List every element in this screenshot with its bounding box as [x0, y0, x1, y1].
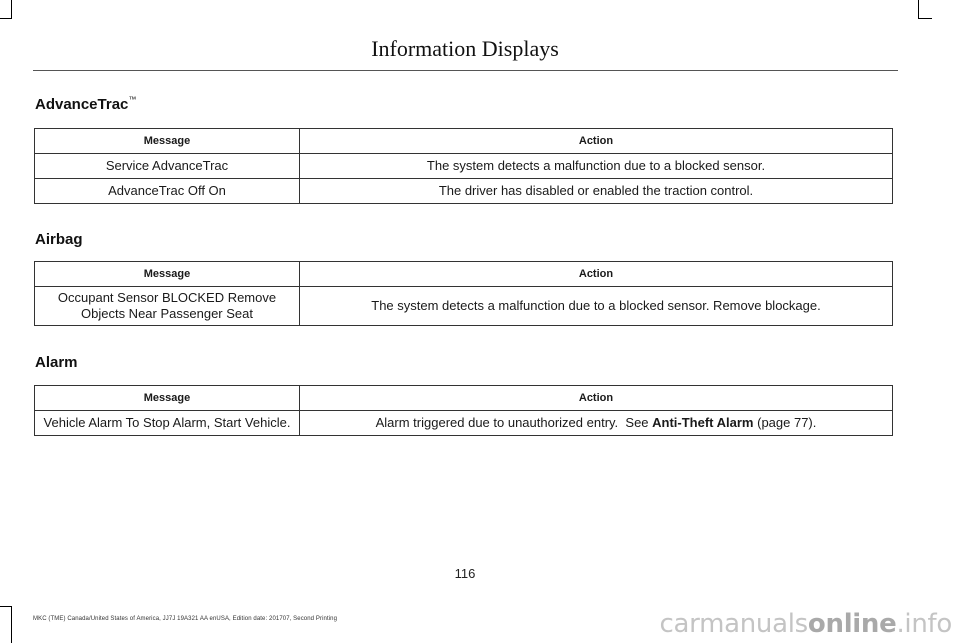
- trademark-symbol: ™: [128, 95, 137, 104]
- column-header-action: Action: [300, 129, 893, 154]
- crop-mark-top-left-v: [11, 0, 12, 18]
- column-header-message: Message: [35, 386, 300, 411]
- table-header-row: [35, 129, 893, 154]
- table-header-row: [35, 386, 893, 411]
- table-row: [35, 179, 893, 204]
- message-cell: Occupant Sensor BLOCKED Remove Objects Near Passenger Seat: [35, 287, 300, 326]
- section-title-alarm: Alarm: [35, 354, 78, 371]
- footer-text: MKC (TME) Canada/United States of America, JJ7J 19A321 AA enUSA, Edition date: 201707, Second Printing: [33, 616, 338, 622]
- anti-theft-alarm-link[interactable]: Anti-Theft Alarm: [652, 415, 754, 430]
- alarm-table: [34, 385, 893, 436]
- page-number: 116: [454, 566, 476, 581]
- header-divider: [33, 70, 898, 71]
- table-row: [35, 411, 893, 436]
- table-row: [35, 287, 893, 326]
- action-cell: The system detects a malfunction due to a blocked sensor.: [300, 154, 893, 179]
- watermark: carmanualsonline.info: [659, 609, 952, 639]
- message-cell: AdvanceTrac Off On: [35, 179, 300, 204]
- table-header-row: [35, 262, 893, 287]
- crop-mark-bottom-left-v: [11, 606, 12, 643]
- crop-mark-top-right-v: [918, 0, 919, 18]
- crop-mark-bottom-left-h: [0, 606, 12, 607]
- action-cell: The system detects a malfunction due to a blocked sensor. Remove blockage.: [300, 287, 893, 326]
- column-header-action: Action: [300, 386, 893, 411]
- crop-mark-top-right-h: [918, 18, 932, 19]
- column-header-action: Action: [300, 262, 893, 287]
- column-header-message: Message: [35, 262, 300, 287]
- column-header-message: Message: [35, 129, 300, 154]
- action-cell: The driver has disabled or enabled the traction control.: [300, 179, 893, 204]
- airbag-table: [34, 261, 893, 326]
- message-cell: Service AdvanceTrac: [35, 154, 300, 179]
- action-cell: Alarm triggered due to unauthorized entry. See Anti-Theft Alarm (page 77).: [300, 411, 893, 436]
- crop-mark-top-left-h: [0, 18, 12, 19]
- page-title: Information Displays: [371, 36, 559, 61]
- section-title-advancetrac: AdvanceTrac™: [35, 95, 137, 113]
- advancetrac-table: [34, 128, 893, 204]
- section-title-airbag: Airbag: [35, 231, 83, 248]
- table-row: [35, 154, 893, 179]
- message-cell: Vehicle Alarm To Stop Alarm, Start Vehicle.: [35, 411, 300, 436]
